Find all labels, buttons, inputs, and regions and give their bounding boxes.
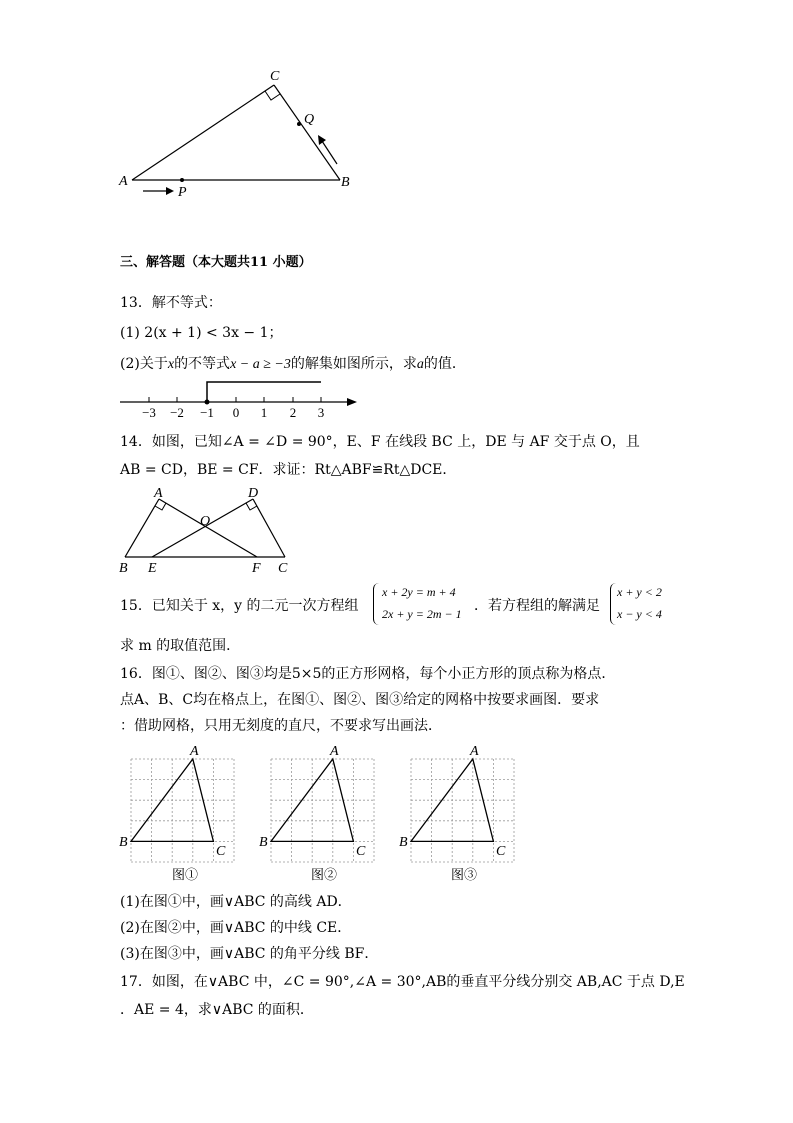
q15-pre: 15．已知关于 x，y 的二元一次方程组 xyxy=(120,598,359,614)
q13-part1: (1) 2(x + 1) < 3x − 1； xyxy=(120,325,283,341)
q14-line2: AB = CD，BE = CF．求证：Rt△ABF≌Rt△DCE． xyxy=(120,462,457,478)
tick-label: −3 xyxy=(142,405,156,420)
label-A: A xyxy=(330,744,339,759)
label-B: B xyxy=(399,835,408,850)
q13-part2 xyxy=(120,354,466,375)
tick-label: 1 xyxy=(260,405,268,420)
q15-eq2: 2x + y = 2m − 1 xyxy=(382,607,462,621)
grid-figure-2 xyxy=(258,742,378,867)
label-B: B xyxy=(119,835,128,850)
q13-var-x: x xyxy=(167,357,175,372)
q15-system-brace xyxy=(373,583,380,625)
grid-figure-3 xyxy=(398,742,518,867)
label-C: C xyxy=(496,844,506,859)
label-Q: Q xyxy=(304,112,315,127)
label-A: A xyxy=(470,744,479,759)
q15-cond-brace xyxy=(610,583,617,625)
tick-label: 3 xyxy=(317,405,325,420)
tick-label: 2 xyxy=(289,405,297,420)
label-C: C xyxy=(270,69,280,84)
label-C: C xyxy=(356,844,366,859)
q15-cond2: x − y < 4 xyxy=(617,607,662,621)
label-E: E xyxy=(148,561,157,575)
q17-line2: ．AE = 4，求∨ABC 的面积． xyxy=(120,1002,314,1018)
label-B: B xyxy=(341,175,350,190)
tick-label: 0 xyxy=(232,405,240,420)
label-P: P xyxy=(178,185,187,200)
q16-sub1: (1)在图①中，画∨ABC 的高线 AD． xyxy=(120,894,352,910)
q16-sub3: (3)在图③中，画∨ABC 的角平分线 BF． xyxy=(120,946,379,962)
q13-part2-post: 的解集如图所示，求 xyxy=(290,356,417,372)
caption-fig1: 图① xyxy=(172,868,199,883)
label-D: D xyxy=(248,486,259,501)
q15-eq1: x + 2y = m + 4 xyxy=(382,585,456,599)
q13-title: 13．解不等式： xyxy=(120,295,222,311)
tick-label: −2 xyxy=(170,405,184,420)
q16-line2: 点A、B、C均在格点上，在图①、图②、图③给定的网格中按要求画图．要求 xyxy=(120,692,600,708)
q13-inequality: x − a ≥ −3 xyxy=(230,357,291,372)
tick-label: −1 xyxy=(200,405,214,420)
caption-fig2: 图② xyxy=(311,868,338,883)
q14-figure xyxy=(112,485,302,575)
q15-mid: ．若方程组的解满足 xyxy=(474,598,600,614)
q16-line1: 16．图①、图②、图③均是5×5的正方形网格，每个小正方形的顶点称为格点． xyxy=(120,666,616,682)
q13-part2-end: 的值． xyxy=(423,356,466,372)
number-line xyxy=(115,378,365,420)
q17-line1: 17．如图，在∨ABC 中，∠C = 90°,∠A = 30°,AB的垂直平分线分别交 AB,AC 于点 D,E xyxy=(120,974,685,990)
label-B: B xyxy=(259,835,268,850)
q13-var-a: a xyxy=(416,357,424,372)
section-title: 三、解答题（本大题共11 小题） xyxy=(120,255,312,270)
caption-fig3: 图③ xyxy=(451,868,478,883)
q16-sub2: (2)在图②中，画∨ABC 的中线 CE． xyxy=(120,920,352,936)
label-F: F xyxy=(252,561,261,575)
label-C: C xyxy=(216,844,226,859)
q15-cond1: x + y < 2 xyxy=(617,585,662,599)
q15-line2: 求 m 的取值范围． xyxy=(120,638,241,654)
label-O: O xyxy=(200,514,211,529)
q13-part2-mid: 的不等式 xyxy=(174,356,231,372)
triangle-figure-top xyxy=(110,60,360,200)
q14-line1: 14．如图，已知∠A = ∠D = 90°，E、F 在线段 BC 上，DE 与 AF 交于点 O，且 xyxy=(120,434,640,450)
label-A: A xyxy=(119,174,128,189)
q16-line3: ：借助网格，只用无刻度的直尺，不要求写出画法． xyxy=(120,718,442,734)
grid-figure-1 xyxy=(118,742,238,867)
label-A: A xyxy=(190,744,199,759)
label-C: C xyxy=(278,561,288,575)
label-B: B xyxy=(119,561,128,575)
label-A: A xyxy=(154,486,163,501)
q13-part2-pre: (2)关于 xyxy=(120,356,168,372)
